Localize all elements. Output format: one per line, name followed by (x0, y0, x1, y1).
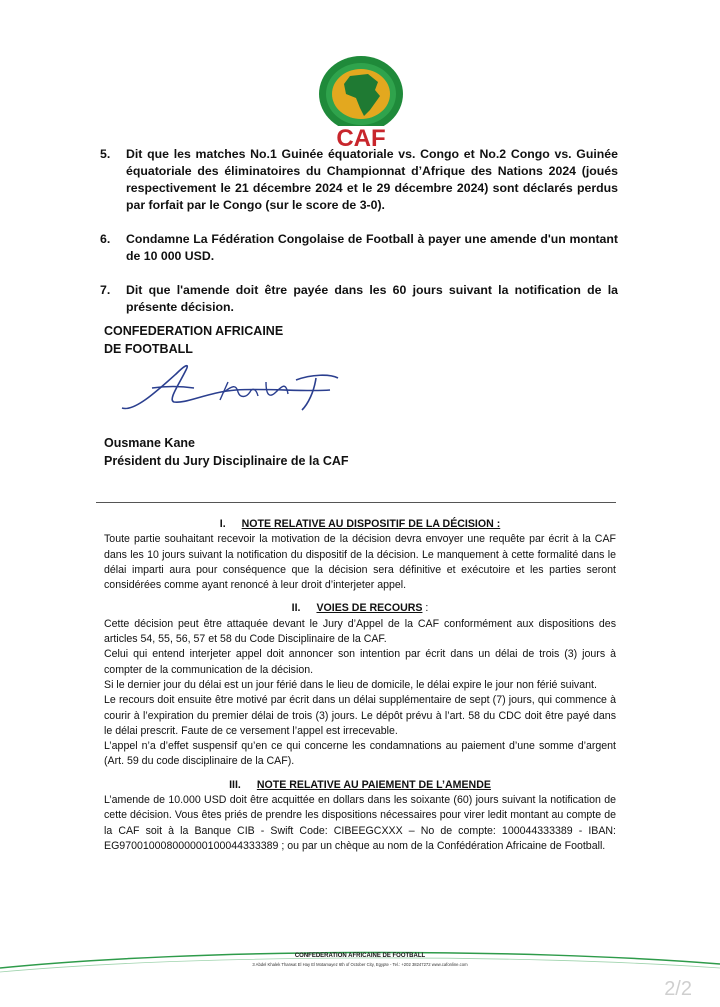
decision-list (100, 146, 618, 333)
decision-number: 5. (100, 147, 111, 161)
decision-item (100, 282, 618, 316)
organization-line-2: DE FOOTBALL (104, 342, 193, 356)
note-paragraph: Cette décision peut être attaquée devant le Jury d’Appel de la CAF conformément aux dispositions des articles 54, 55, 56, 57 et 58 du Code Disciplinaire de la CAF. (104, 617, 616, 646)
note-heading (104, 517, 616, 532)
notes-section (104, 517, 616, 854)
note-number: I. (219, 518, 226, 530)
footer-title: CONFEDERATION AFRICAINE DE FOOTBALL (294, 953, 426, 959)
signer-title: Président du Jury Disciplinaire de la CAF (104, 454, 349, 468)
note-paragraph: Toute partie souhaitant recevoir la motivation de la décision devra envoyer une requête par écrit à la CAF dans les 10 jours suivant la notification du dispositif de la décision. Le manquement à cette formalité dans le délai imparti aura pour conséquence que la décision sera définitive et exécutoire et les parties seront considérées comme ayant renoncé à leur droit d’interjeter appel. (104, 533, 616, 592)
decision-text: Dit que l'amende doit être payée dans les 60 jours suivant la notification de la présente décision. (126, 283, 618, 314)
decision-text: Dit que les matches No.1 Guinée équatoriale vs. Congo et No.2 Congo vs. Guinée équatoriale des éliminatoires du Championnat d’Afrique des Nations 2024 (joués respectivement le 21 décembre 2024 et le 29 décembre 2024) sont déclarés perdus par forfait par le Congo (sur le score de 3-0). (126, 147, 618, 212)
note-title: NOTE RELATIVE AU DISPOSITIF DE LA DÉCISION : (241, 518, 501, 530)
note-number: III. (229, 778, 241, 791)
organization-line-1: CONFEDERATION AFRICAINE (104, 324, 284, 338)
handwritten-signature (116, 352, 346, 422)
note-paragraph: Celui qui entend interjeter appel doit annoncer son intention par écrit dans un délai de trois (3) jours à compter de la communication de la décision. (104, 648, 616, 676)
note-paragraph: Le recours doit ensuite être motivé par écrit dans un délai supplémentaire de sept (7) jours, qui commence à courir à l’expiration du premier délai de trois (3) jours. Le dépôt prévu à l’art. 58 du CDC doit être payé dans le délai prescrit. Faute de ce versement l’appel est irrecevable. (104, 694, 616, 737)
note-paragraph: L’amende de 10.000 USD doit être acquittée en dollars dans les soixante (60) jours suivant la notification de cette décision. Vous êtes priés de prendre les dispositions nécessaires pour virer ledit montant au compte de la CAF soit à la Banque CIB - Swift Code: CIBEEGCXXX – No de compte: 100044333389 - IBAN: EG970010008000000100044333389 ; ou par un chèque au nom de la Confédération Africaine de Football. (104, 794, 616, 852)
caf-logo (298, 50, 424, 150)
decision-number: 6. (100, 232, 111, 246)
logo-text: CAF (336, 125, 386, 150)
decision-number: 7. (100, 283, 111, 297)
note-number: II. (291, 602, 301, 615)
note-title: VOIES DE RECOURS (316, 602, 423, 615)
decision-text: Condamne La Fédération Congolaise de Football à payer une amende d'un montant de 10 000 USD. (126, 232, 618, 263)
signer-name: Ousmane Kane (104, 436, 196, 450)
footer-address: 3 Abdel Khalek Tharwat El Hay El Motamayez 6th of October City, Egypte - Tel.: +202 38247272 www.cafonline.com (252, 962, 468, 967)
note-heading (104, 778, 616, 793)
note-paragraph: L’appel n’a d’effet suspensif qu’en ce qui concerne les condamnations au paiement d’une somme d’argent (Art. 59 du code disciplinaire de la CAF). (104, 740, 616, 768)
note-title: NOTE RELATIVE AU PAIEMENT DE L’AMENDE (256, 778, 491, 791)
footer-curve (0, 928, 720, 1007)
note-heading: II. VOIES DE RECOURS : (291, 602, 429, 615)
signer-block (104, 434, 349, 470)
decision-item (100, 231, 618, 265)
page-indicator: 2/2 (664, 978, 692, 1000)
decision-item (100, 146, 618, 214)
note-paragraph: Si le dernier jour du délai est un jour férié dans le lieu de domicile, le délai expire le jour non férié suivant. (104, 678, 597, 691)
section-divider (96, 502, 616, 503)
